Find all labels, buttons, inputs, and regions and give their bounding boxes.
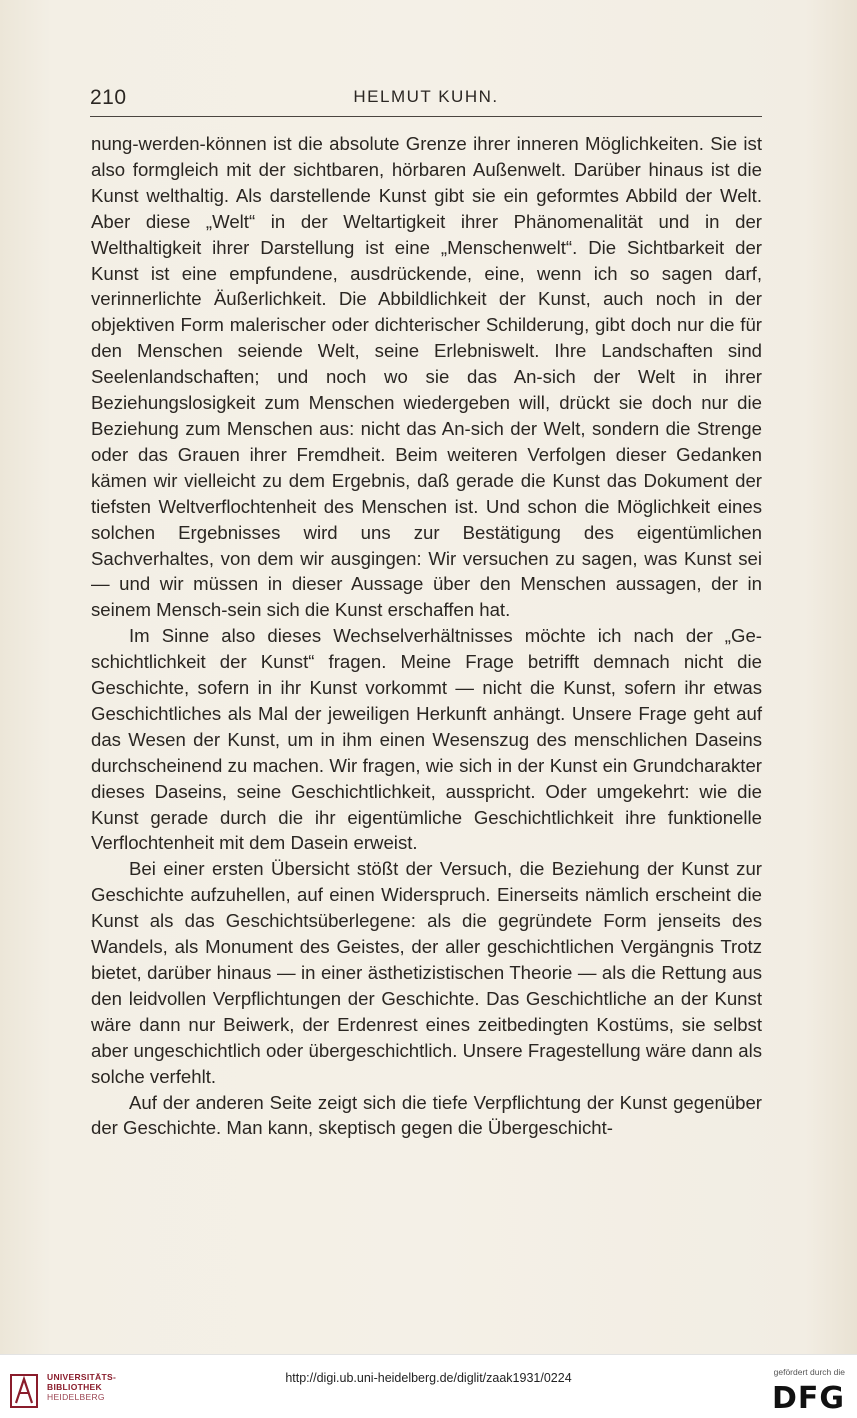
viewer-footer bbox=[0, 1354, 857, 1418]
running-title: HELMUT KUHN. bbox=[353, 87, 499, 106]
paragraph-3: Bei einer ersten Übersicht stößt der Versuch, die Beziehung der Kunst zur Geschichte aufzuhellen, auf einen Widerspruch. Einerseits nämlich erscheint die Kunst als das Geschichtsüberlegene: als die gegründete Form jenseits des Wandels, als Monument des Geistes, der aller geschichtlichen Vergängnis Trotz bietet, darüber hinaus — in einer ästhetizistischen Theorie — als die Rettung aus den leidvollen Verpflichtungen der Geschichte. Das Geschichtliche an der Kunst wäre dann nur Beiwerk, der Erdenrest eines zeitbedingten Kostüms, sie selbst aber ungeschichtlich oder übergeschichtlich. Unsere Fragestellung wäre dann als solche verfehlt. bbox=[91, 858, 762, 1087]
permalink-url[interactable]: http://digi.ub.uni-heidelberg.de/diglit/zaak1931/0224 bbox=[285, 1371, 572, 1385]
library-name-line-3: HEIDELBERG bbox=[47, 1392, 105, 1402]
paragraph-1: nung-werden-können ist die absolute Grenze ihrer inneren Möglichkeiten. Sie ist also formgleich mit der sichtbaren, hörbaren Außenwelt. Darüber hinaus ist die Kunst welthaltig. Als darstellende Kunst gibt sie ein geformtes Abbild der Welt. Aber diese „Welt“ in der Weltartigkeit ihrer Phänomenalität und in der Welthaltigkeit ihrer Darstellung ist eine „Menschenwelt“. Die Sichtbarkeit der Kunst ist eine empfundene, ausdrückende, eine, wenn ich so sagen darf, verinnerlichte Äußerlichkeit. Die Abbildlichkeit der Kunst, auch noch in der objektiven Form malerischer oder dichterischer Schilderung, gibt doch nur die für den Menschen seiende Welt, seine Erlebniswelt. Ihre Landschaften sind Seelenlandschaften; und noch wo sie das An-sich der Welt in ihrer Beziehungslosigkeit zum Menschen wiedergeben will, drückt sie doch nur die Beziehung zum Menschen aus: nicht das An-sich der Welt, sondern die Strenge oder das Grauen ihrer Fremdheit. Beim weiteren Verfolgen dieser Gedanken kämen wir vielleicht zu dem Ergebnis, daß gerade die Kunst das Dokument der tiefsten Weltverflochtenheit des Menschen ist. Und schon die Möglichkeit eines solchen Ergebnisses wird uns zur Bestätigung des eigentümlichen Sachverhaltes, von dem wir ausgingen: Wir versuchen zu sagen, was Kunst sei — und wir müssen in dieser Aussage über den Menschen aussagen, der in seinem Mensch-sein sich die Kunst erschaffen hat. bbox=[91, 133, 762, 621]
body-text bbox=[91, 131, 762, 1141]
funding-note: gefördert durch die bbox=[773, 1367, 845, 1377]
library-name-line-1: UNIVERSITÄTS- bbox=[47, 1372, 117, 1382]
page-number: 210 bbox=[90, 86, 127, 109]
dfg-logo-icon[interactable]: DFG bbox=[771, 1381, 845, 1416]
paragraph-2: Im Sinne also dieses Wechselverhältnisses möchte ich nach der „Geschichtlichkeit der Kunst“ fragen. Meine Frage betrifft demnach nicht die Geschichte, sofern in ihr Kunst vorkommt — nicht die Kunst, sofern ihr etwas Geschichtliches als Mal der jeweiligen Herkunft anhängt. Unsere Frage geht auf das Wesen der Kunst, um in ihm einen Wesenszug des menschlichen Daseins durchscheinend zu machen. Wir fragen, wie sich in der Kunst ein Grundcharakter dieses Daseins, seine Geschichtlichkeit, ausspricht. Oder umgekehrt: wie die Kunst gerade durch die ihr eigentümliche Geschichtlichkeit ihre funktionelle Verflochtenheit mit dem Dasein erweist. bbox=[91, 625, 762, 854]
library-name-line-2: BIBLIOTHEK bbox=[47, 1382, 102, 1392]
paragraph-4: Auf der anderen Seite zeigt sich die tiefe Verpflichtung der Kunst gegenüber der Geschichte. Man kann, skeptisch gegen die Übergeschicht- bbox=[91, 1091, 762, 1139]
running-head bbox=[90, 86, 762, 117]
